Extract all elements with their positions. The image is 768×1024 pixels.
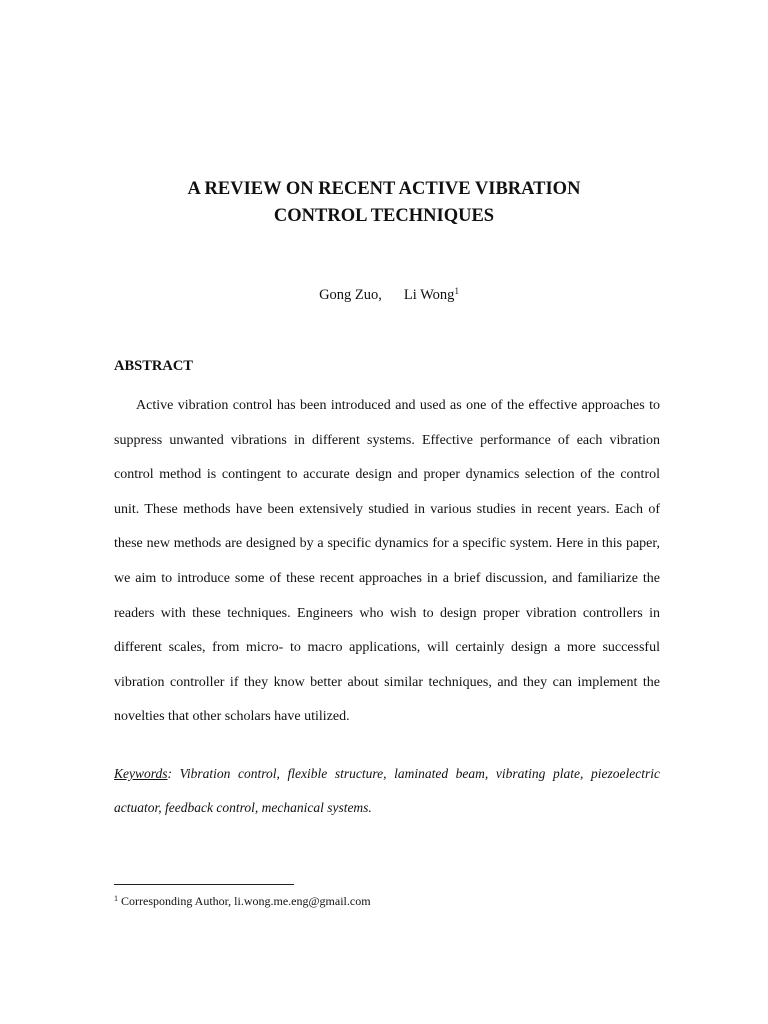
keywords-colon: : — [167, 766, 172, 781]
author-name-1: Gong Zuo, — [319, 287, 382, 303]
keywords-text: Vibration control, flexible structure, laminated beam, vibrating plate, piezoelectric actuator, feedback control, mechanical systems. — [114, 766, 660, 815]
keywords-paragraph — [114, 757, 660, 825]
paper-title — [0, 176, 768, 230]
title-line-2: CONTROL TECHNIQUES — [273, 206, 495, 226]
footnote-marker: 1 — [114, 894, 118, 903]
footnote — [114, 891, 371, 909]
keywords-label: Keywords — [114, 766, 168, 781]
author-list — [0, 281, 768, 305]
author-name-2: Li Wong — [403, 287, 455, 303]
footnote-divider — [114, 884, 294, 885]
footnote-text: Corresponding Author, li.wong.me.eng@gmail.com — [118, 894, 371, 908]
abstract-text: Active vibration control has been introduced and used as one of the effective approaches to suppress unwanted vibrations in different systems. Effective performance of each vibration control method is contingent to accurate design and proper dynamics selection of the control unit. These methods have been extensively studied in various studies in recent years. Each of these new methods are designed by a specific dynamics for a specific system. Here in this paper, we aim to introduce some of these recent approaches in a brief discussion, and familiarize the readers with these techniques. Engineers who wish to design proper vibration controllers in different scales, from micro- to macro applications, will certainly design a more successful vibration controller if they know better about similar techniques, and they can implement the novelties that other scholars have utilized. — [114, 398, 660, 725]
abstract-heading: ABSTRACT — [114, 358, 193, 374]
title-line-1: A REVIEW ON RECENT ACTIVE VIBRATION — [187, 179, 581, 199]
author-footnote-marker: 1 — [454, 286, 459, 296]
